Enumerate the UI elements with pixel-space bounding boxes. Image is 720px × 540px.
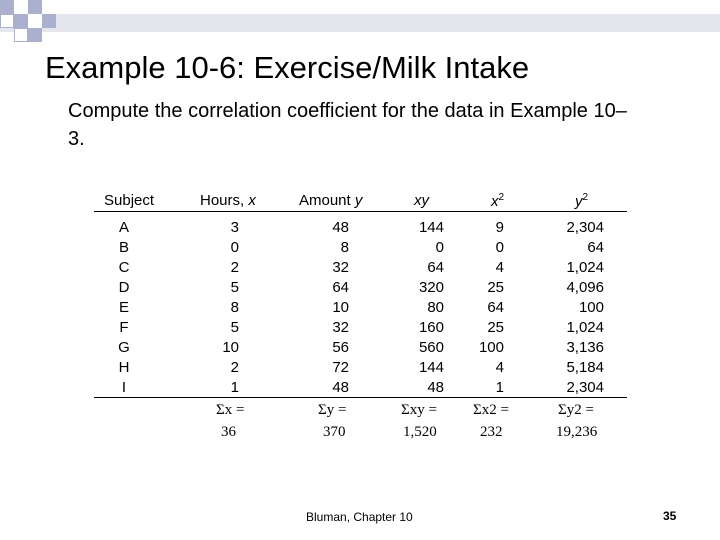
table-cell: 320 bbox=[418, 279, 444, 296]
table-cell: 2,304 bbox=[566, 379, 604, 396]
table-cell: 144 bbox=[418, 359, 444, 376]
column-hours bbox=[199, 218, 239, 398]
sum-x-value: 36 bbox=[221, 424, 236, 440]
decoration-square bbox=[0, 14, 14, 28]
decoration-bar bbox=[0, 14, 720, 32]
table-cell: 64 bbox=[487, 299, 504, 316]
table-cell: 72 bbox=[332, 359, 349, 376]
table-cell: 1 bbox=[495, 379, 504, 396]
table-cell: 9 bbox=[495, 219, 504, 236]
decoration-square bbox=[14, 0, 28, 14]
column-x2 bbox=[464, 218, 504, 398]
table-cell: 144 bbox=[418, 219, 444, 236]
table-cell: D bbox=[118, 279, 130, 296]
sum-y-label: Σy = bbox=[318, 402, 347, 418]
table-cell: 5 bbox=[230, 319, 239, 336]
table-cell: 100 bbox=[478, 339, 504, 356]
table-cell: 64 bbox=[427, 259, 444, 276]
header-y2: $y^2$ bbox=[575, 192, 589, 210]
table-cell: 100 bbox=[578, 299, 604, 316]
table-cell: 4 bbox=[495, 259, 504, 276]
sum-x2-label: Σx2 = bbox=[473, 402, 509, 418]
table-cell: I bbox=[121, 379, 127, 396]
table-cell: 8 bbox=[340, 239, 349, 256]
sum-y2-value: 19,236 bbox=[556, 424, 598, 440]
table-cell: G bbox=[118, 339, 130, 356]
table-cell: 10 bbox=[332, 299, 349, 316]
table-cell: 0 bbox=[230, 239, 239, 256]
table-cell: 1,024 bbox=[566, 319, 604, 336]
table-cell: 64 bbox=[587, 239, 604, 256]
table-cell: 5 bbox=[230, 279, 239, 296]
slide-footer: Bluman, Chapter 10 bbox=[306, 510, 413, 524]
decoration-square bbox=[42, 14, 56, 28]
table-cell: H bbox=[118, 359, 130, 376]
table-cell: A bbox=[118, 219, 129, 236]
column-amount bbox=[299, 218, 349, 398]
slide-title: Example 10-6: Exercise/Milk Intake bbox=[45, 50, 530, 85]
page-number: 35 bbox=[663, 509, 677, 523]
header-x2: $x^2$ bbox=[491, 192, 505, 210]
table-cell: 80 bbox=[427, 299, 444, 316]
table-cell: 64 bbox=[332, 279, 349, 296]
slide-subtitle: Compute the correlation coefficient for the data in Example 10–3. bbox=[68, 100, 627, 150]
table-cell: 48 bbox=[427, 379, 444, 396]
table-cell: 48 bbox=[332, 219, 349, 236]
table-cell: 56 bbox=[332, 339, 349, 356]
table-cell: 560 bbox=[418, 339, 444, 356]
table-cell: 48 bbox=[332, 379, 349, 396]
table-cell: E bbox=[118, 299, 129, 316]
table-cell: 8 bbox=[230, 299, 239, 316]
table-cell: 10 bbox=[222, 339, 239, 356]
table-cell: 4 bbox=[495, 359, 504, 376]
decoration-square bbox=[28, 28, 42, 42]
header-xy: xy bbox=[414, 192, 429, 209]
table-cell: 3,136 bbox=[566, 339, 604, 356]
header-decoration bbox=[0, 0, 720, 44]
table-cell: 5,184 bbox=[566, 359, 604, 376]
column-xy bbox=[394, 218, 444, 398]
table-cell: 25 bbox=[487, 279, 504, 296]
table-cell: 4,096 bbox=[566, 279, 604, 296]
table-cell: 32 bbox=[332, 259, 349, 276]
decoration-square bbox=[14, 14, 28, 28]
table-header bbox=[94, 187, 627, 212]
table-cell: 25 bbox=[487, 319, 504, 336]
table-cell: B bbox=[118, 239, 129, 256]
table-cell: 32 bbox=[332, 319, 349, 336]
table-cell: 2,304 bbox=[566, 219, 604, 236]
column-subject bbox=[109, 218, 139, 398]
table-cell: F bbox=[119, 319, 129, 336]
table-cell: 1 bbox=[230, 379, 239, 396]
header-amount: Amount y bbox=[299, 192, 363, 209]
sum-xy-value: 1,520 bbox=[403, 424, 437, 440]
header-subject: Subject bbox=[104, 192, 155, 209]
sum-y2-label: Σy2 = bbox=[558, 402, 594, 418]
table-cell: 3 bbox=[230, 219, 239, 236]
decoration-square bbox=[28, 0, 42, 14]
header-hours: Hours, x bbox=[200, 192, 256, 209]
table-cell: 2 bbox=[230, 359, 239, 376]
table-cell: 0 bbox=[495, 239, 504, 256]
decoration-square bbox=[28, 14, 42, 28]
body-rule bbox=[94, 397, 627, 398]
sum-x-label: Σx = bbox=[216, 402, 245, 418]
table-cell: 2 bbox=[230, 259, 239, 276]
data-table bbox=[94, 187, 627, 447]
decoration-square bbox=[0, 0, 14, 14]
sum-xy-label: Σxy = bbox=[401, 402, 437, 418]
sum-y-value: 370 bbox=[323, 424, 346, 440]
column-y2 bbox=[544, 218, 604, 398]
table-cell: 0 bbox=[435, 239, 444, 256]
table-cell: C bbox=[118, 259, 130, 276]
table-cell: 1,024 bbox=[566, 259, 604, 276]
header-rule bbox=[94, 211, 627, 212]
decoration-square bbox=[14, 28, 28, 42]
sum-x2-value: 232 bbox=[480, 424, 503, 440]
table-cell: 160 bbox=[418, 319, 444, 336]
